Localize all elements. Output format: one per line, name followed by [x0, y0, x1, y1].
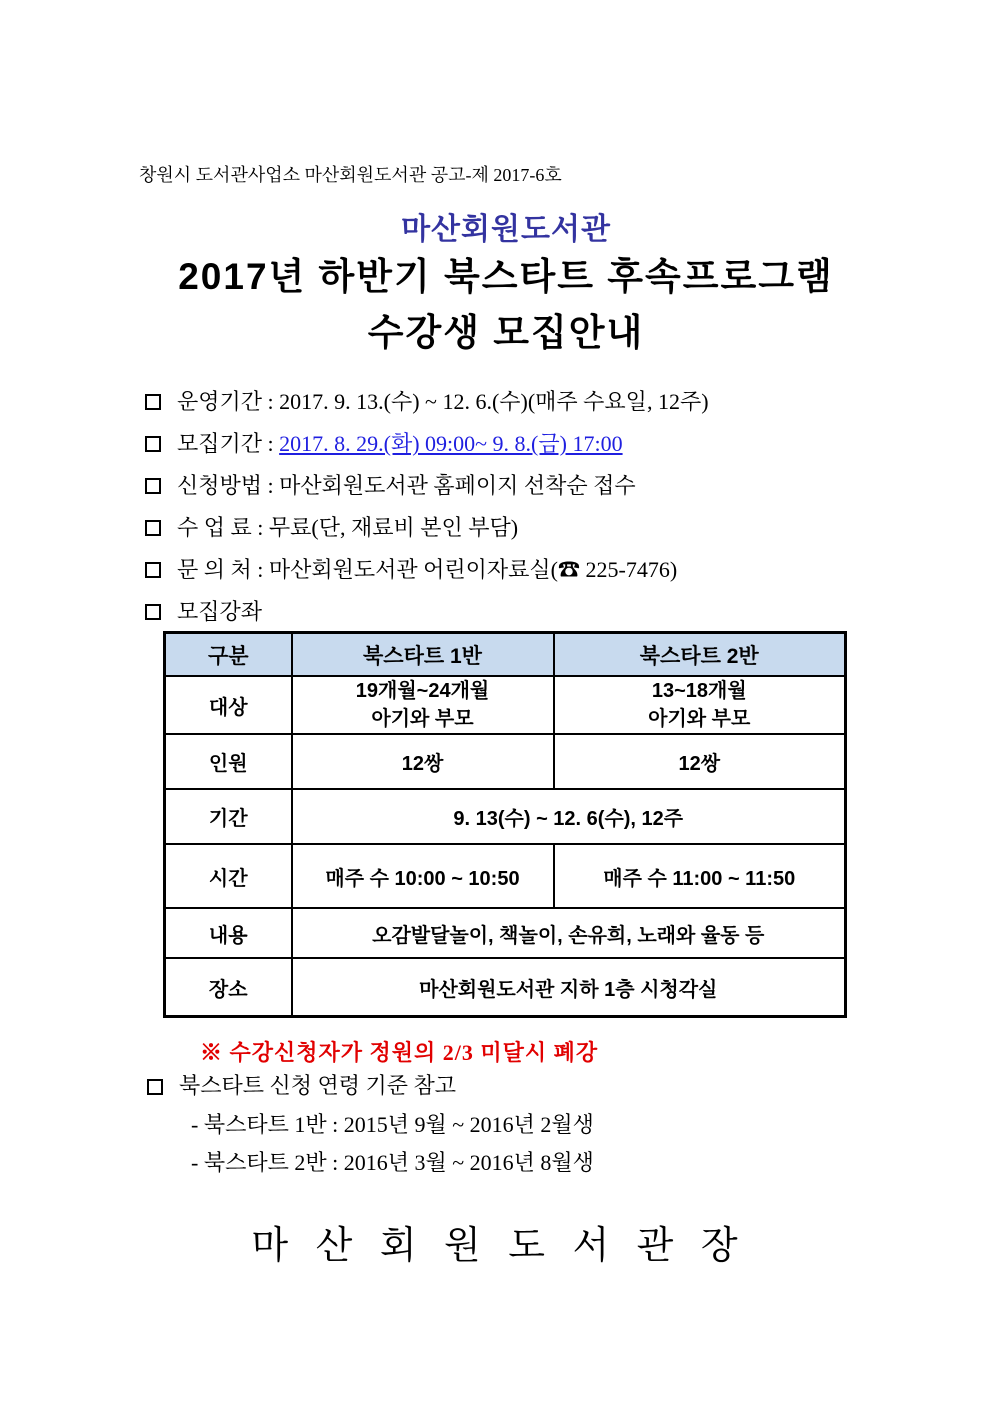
- row-label: 내용: [165, 908, 292, 958]
- table-row-time: [165, 844, 846, 908]
- target-class1-cell: [292, 676, 554, 734]
- target-class2-line1: 13~18개월: [651, 680, 747, 702]
- notice-value: 마산회원도서관 어린이자료실(☎ 225-7476): [268, 557, 678, 582]
- notice-value: 무료(단, 재료비 본인 부담): [268, 515, 519, 540]
- col-header-category: 구분: [165, 633, 292, 677]
- time-class1-cell: 매주 수 10:00 ~ 10:50: [292, 844, 554, 908]
- age-criteria-label: 북스타트 신청 연령 기준 참고: [179, 1073, 457, 1098]
- target-class1-line2: 아기와 부모: [371, 708, 474, 730]
- age-criteria-class1: - 북스타트 1반 : 2015년 9월 ~ 2016년 2월생: [191, 1112, 594, 1137]
- square-bullet-icon: [145, 394, 161, 410]
- notice-label: 모집강좌: [177, 599, 263, 624]
- row-label: 대상: [165, 676, 292, 734]
- age-criteria-class2: - 북스타트 2반 : 2016년 3월 ~ 2016년 8월생: [191, 1150, 594, 1175]
- notice-item-recruit-period: [145, 430, 905, 457]
- notice-item-apply-method: [145, 472, 905, 499]
- content-cell: 오감발달놀이, 책놀이, 손유희, 노래와 율동 등: [292, 908, 846, 958]
- notice-item-operation-period: [145, 388, 905, 415]
- age-criteria-note: [147, 1072, 456, 1100]
- doc-number: 창원시 도서관사업소 마산회원도서관 공고-제 2017-6호: [139, 165, 562, 185]
- notice-separator: :: [262, 431, 280, 456]
- page-title-line1: 2017년 하반기 북스타트 후속프로그램: [178, 256, 834, 297]
- notice-label: 운영기간: [177, 389, 263, 414]
- square-bullet-icon: [147, 1079, 163, 1095]
- notice-label: 신청방법: [177, 473, 263, 498]
- table-row-content: [165, 908, 846, 958]
- target-class2-line2: 아기와 부모: [648, 708, 751, 730]
- period-cell: 9. 13(수) ~ 12. 6(수), 12주: [292, 789, 846, 844]
- table-row-period: [165, 789, 846, 844]
- notice-value: 2017. 9. 13.(수) ~ 12. 6.(수)(매주 수요일, 12주): [279, 389, 709, 414]
- row-label: 인원: [165, 734, 292, 789]
- square-bullet-icon: [145, 478, 161, 494]
- notice-item-courses: [145, 598, 905, 625]
- recruit-period-value: 2017. 8. 29.(화) 09:00~ 9. 8.(금) 17:00: [279, 431, 623, 456]
- table-row-target: [165, 676, 846, 734]
- table-header-row: [165, 633, 846, 677]
- target-class2-cell: [554, 676, 846, 734]
- course-table: [163, 631, 847, 1018]
- notice-label: 문 의 처: [177, 557, 252, 582]
- table-row-place: [165, 958, 846, 1017]
- time-class2-cell: 매주 수 11:00 ~ 11:50: [554, 844, 846, 908]
- count-class2-cell: 12쌍: [554, 734, 846, 789]
- notice-separator: :: [251, 515, 269, 540]
- square-bullet-icon: [145, 520, 161, 536]
- signature-director: 마 산 회 원 도 서 관 장: [251, 1225, 741, 1267]
- org-title: 마산회원도서관: [401, 213, 611, 246]
- row-label: 장소: [165, 958, 292, 1017]
- row-label: 시간: [165, 844, 292, 908]
- square-bullet-icon: [145, 562, 161, 578]
- notice-value: 마산회원도서관 홈페이지 선착순 접수: [279, 473, 636, 498]
- count-class1-cell: 12쌍: [292, 734, 554, 789]
- notice-label: 모집기간: [177, 431, 263, 456]
- col-header-class2: 북스타트 2반: [554, 633, 846, 677]
- notice-item-fee: [145, 514, 905, 541]
- page-title-line2: 수강생 모집안내: [367, 312, 645, 353]
- notice-list: [145, 388, 905, 640]
- col-header-class1: 북스타트 1반: [292, 633, 554, 677]
- square-bullet-icon: [145, 604, 161, 620]
- notice-separator: :: [262, 473, 280, 498]
- target-class1-line1: 19개월~24개월: [355, 680, 490, 702]
- row-label: 기간: [165, 789, 292, 844]
- table-row-count: [165, 734, 846, 789]
- square-bullet-icon: [145, 436, 161, 452]
- notice-label: 수 업 료: [177, 515, 252, 540]
- place-cell: 마산회원도서관 지하 1층 시청각실: [292, 958, 846, 1017]
- cancellation-warning: ※ 수강신청자가 정원의 2/3 미달시 폐강: [200, 1040, 599, 1065]
- notice-item-contact: [145, 556, 905, 583]
- notice-separator: :: [262, 389, 280, 414]
- notice-separator: :: [251, 557, 269, 582]
